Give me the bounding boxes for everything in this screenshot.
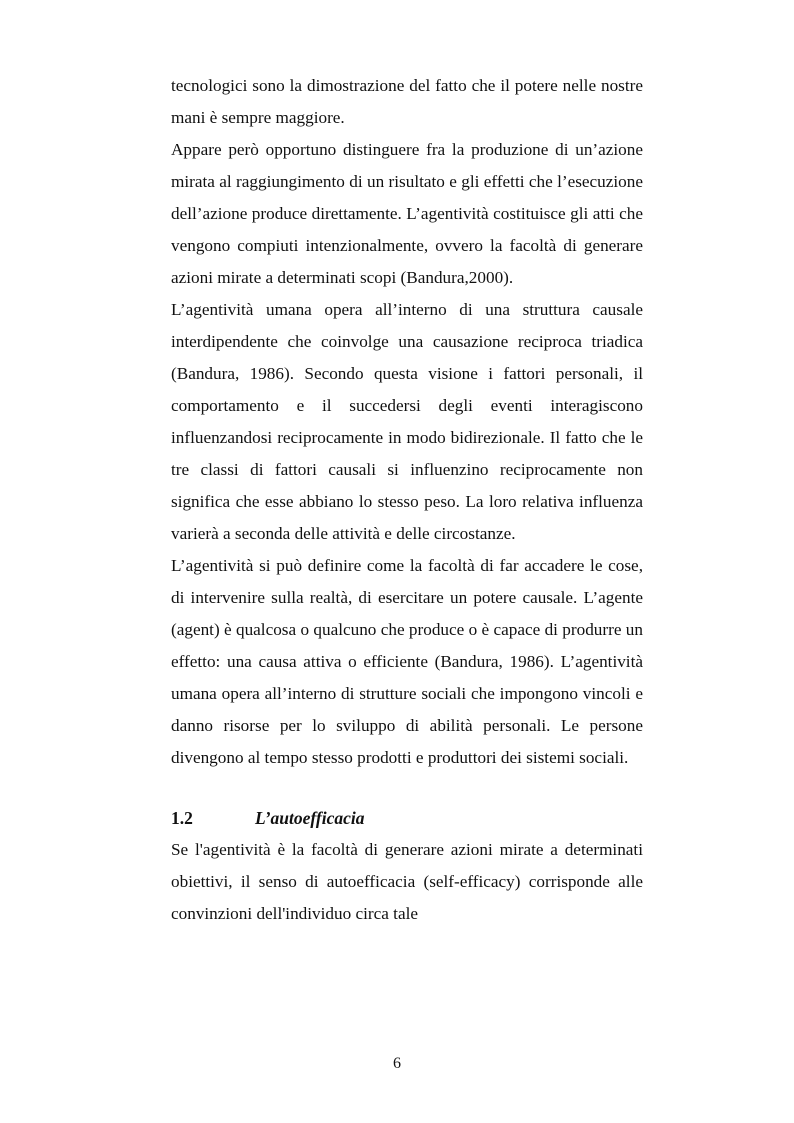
page-body (171, 70, 643, 930)
page-number: 6 (393, 1055, 401, 1072)
section-paragraph: Se l'agentività è la facoltà di generare azioni mirate a determinati obiettivi, il senso di autoefficacia (self-efficacy) corrisponde alle convinzioni dell'individuo circa tale (171, 840, 643, 923)
body-paragraph: tecnologici sono la dimostrazione del fatto che il potere nelle nostre mani è sempre maggiore. (171, 76, 643, 127)
section-number: 1.2 (171, 808, 193, 828)
body-paragraph: L’agentività si può definire come la facoltà di far accadere le cose, di intervenire sulla realtà, di esercitare un potere causale. L’agente (agent) è qualcosa o qualcuno che produce o è capace di produrre un effetto: una causa attiva o efficiente (Bandura, 1986). L’agentività umana opera all’interno di strutture sociali che impongono vincoli e danno risorse per lo sviluppo di abilità personali. Le persone divengono al tempo stesso prodotti e produttori dei sistemi sociali. (171, 556, 643, 767)
body-paragraph: Appare però opportuno distinguere fra la produzione di un’azione mirata al raggiungimento di un risultato e gli effetti che l’esecuzione dell’azione produce direttamente. L’agentività costituisce gli atti che vengono compiuti intenzionalmente, ovvero la facoltà di generare azioni mirate a determinati scopi (Bandura,2000). (171, 140, 643, 287)
body-paragraph: L’agentività umana opera all’interno di una struttura causale interdipendente che coinvolge una causazione reciproca triadica (Bandura, 1986). Secondo questa visione i fattori personali, il comportamento e il succedersi degli eventi interagiscono influenzandosi reciprocamente in modo bidirezionale. Il fatto che le tre classi di fattori causali si influenzino reciprocamente non significa che esse abbiano lo stesso peso. La loro relativa influenza varierà a seconda delle attività e delle circostanze. (171, 300, 643, 543)
section-title: L’autoefficacia (255, 808, 365, 828)
section-heading (171, 802, 643, 834)
